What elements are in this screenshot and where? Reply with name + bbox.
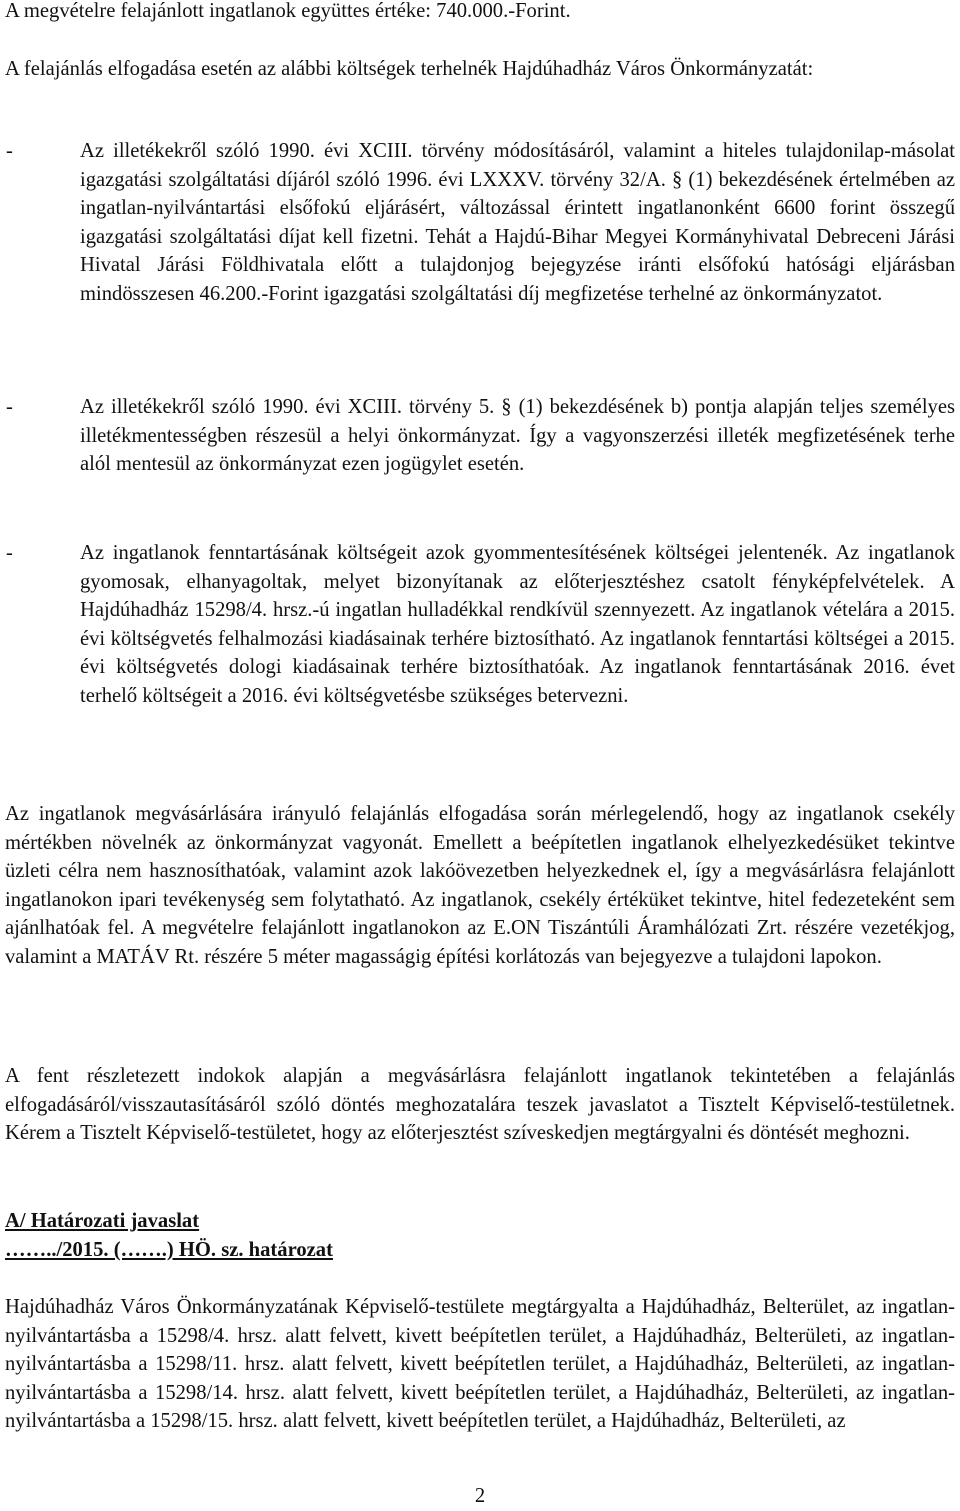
offer-value-paragraph: A megvételre felajánlott ingatlanok együttes értéke: 740.000.-Forint. — [5, 0, 571, 22]
list-bullet: - — [6, 396, 13, 418]
list-item — [5, 393, 955, 479]
list-bullet: - — [6, 542, 13, 564]
page-number: 2 — [474, 1485, 486, 1507]
list-item-text: Az illetékekről szóló 1990. évi XCIII. törvény módosításáról, valamint a hiteles tulajdonilap-másolat igazgatási szolgáltatási díjáról szóló 1996. évi LXXXV. törvény 32/A. § (1) bekezdésének értelmében az ingatlan-nyilvántartási elsőfokú eljárásért, változással érintett ingatlanonként 6600 forint összegű igazgatási szolgáltatási díjat kell fizetni. Tehát a Hajdú-Bihar Megyei Kormányhivatal Debreceni Járási Hivatal Járási Földhivatala előtt a tulajdonjog bejegyzése iránti elsőfokú hatósági eljárásban mindösszesen 46.200.-Forint igazgatási szolgáltatási díj megfizetése terhelné az önkormányzatot. — [80, 140, 955, 305]
list-item-text: Az ingatlanok fenntartásának költségeit azok gyommentesítésének költségei jelentenék. Az ingatlanok gyomosak, elhanyagoltak, melyet bizonyítanak az előterjesztéshez csatolt fényképfelvételek. A Hajdúhadház 15298/4. hrsz.-ú ingatlan hulladékkal rendkívül szennyezett. Az ingatlanok vételára a 2015. évi költségvetés felhalmozási kiadásainak terhére biztosítható. Az ingatlanok fenntartási költségei a 2015. évi költségvetés dologi kiadásainak terhére biztosíthatóak. Az ingatlanok fenntartásának 2016. évet terhelő költségeit a 2016. évi költségvetésbe szükséges betervezni. — [80, 542, 955, 707]
list-bullet: - — [6, 140, 13, 162]
list-item — [5, 137, 955, 309]
costs-intro-paragraph: A felajánlás elfogadása esetén az alábbi költségek terhelnék Hajdúhadház Város Önkormányzatát: — [5, 58, 814, 80]
list-item-text: Az illetékekről szóló 1990. évi XCIII. törvény 5. § (1) bekezdésének b) pontja alapján teljes személyes illetékmentességben részesül a helyi önkormányzat. Így a vagyonszerzési illeték megfizetésének terhe alól mentesül az önkormányzat ezen jogügylet esetén. — [80, 396, 955, 476]
request-paragraph: A fent részletezett indokok alapján a megvásárlásra felajánlott ingatlanok tekintetében a felajánlás elfogadásáról/visszautasításáról szóló döntés meghozatalára teszek javaslatot a Tisztelt Képviselő-testületnek. Kérem a Tisztelt Képviselő-testületet, hogy az előterjesztést szíveskedjen megtárgyalni és döntését meghozni. — [5, 1065, 955, 1145]
resolution-number-heading: ……../2015. (…….) HÖ. sz. határozat — [5, 1239, 333, 1261]
list-item — [5, 539, 955, 711]
resolution-paragraph: Hajdúhadház Város Önkormányzatának Képviselő-testülete megtárgyalta a Hajdúhadház, Belterület, az ingatlan-nyilvántartásba a 15298/4. hrsz. alatt felvett, kivett beépítetlen terület, a Hajdúhadház, Belterületi, az ingatlan-nyilvántartásba a 15298/11. hrsz. alatt felvett, kivett beépítetlen terület, a Hajdúhadház, Belterületi, az ingatlan-nyilvántartásba a 15298/14. hrsz. alatt felvett, kivett beépítetlen terület, a Hajdúhadház, Belterületi, az ingatlan-nyilvántartásba a 15298/15. hrsz. alatt felvett, kivett beépítetlen terület, a Hajdúhadház, Belterületi, az — [5, 1296, 955, 1433]
assessment-paragraph: Az ingatlanok megvásárlására irányuló felajánlás elfogadása során mérlegelendő, hogy az ingatlanok csekély mértékben növelnék az önkormányzat vagyonát. Emellett a beépítetlen ingatlanok elhelyezkedésüket tekintve üzleti célra nem hasznosíthatóak, valamint azok lakóövezetben helyezkednek el, így a megvásárlásra felajánlott ingatlanokon ipari tevékenység sem folytatható. Az ingatlanok, csekély értéküket tekintve, hitel fedezeteként sem ajánlhatóak fel. A megvételre felajánlott ingatlanokon az E.ON Tiszántúli Áramhálózati Zrt. részére vezetékjog, valamint a MATÁV Rt. részére 5 méter magasságig építési korlátozás van bejegyezve a tulajdoni lapokon. — [5, 803, 955, 968]
proposal-heading: A/ Határozati javaslat — [5, 1210, 200, 1232]
